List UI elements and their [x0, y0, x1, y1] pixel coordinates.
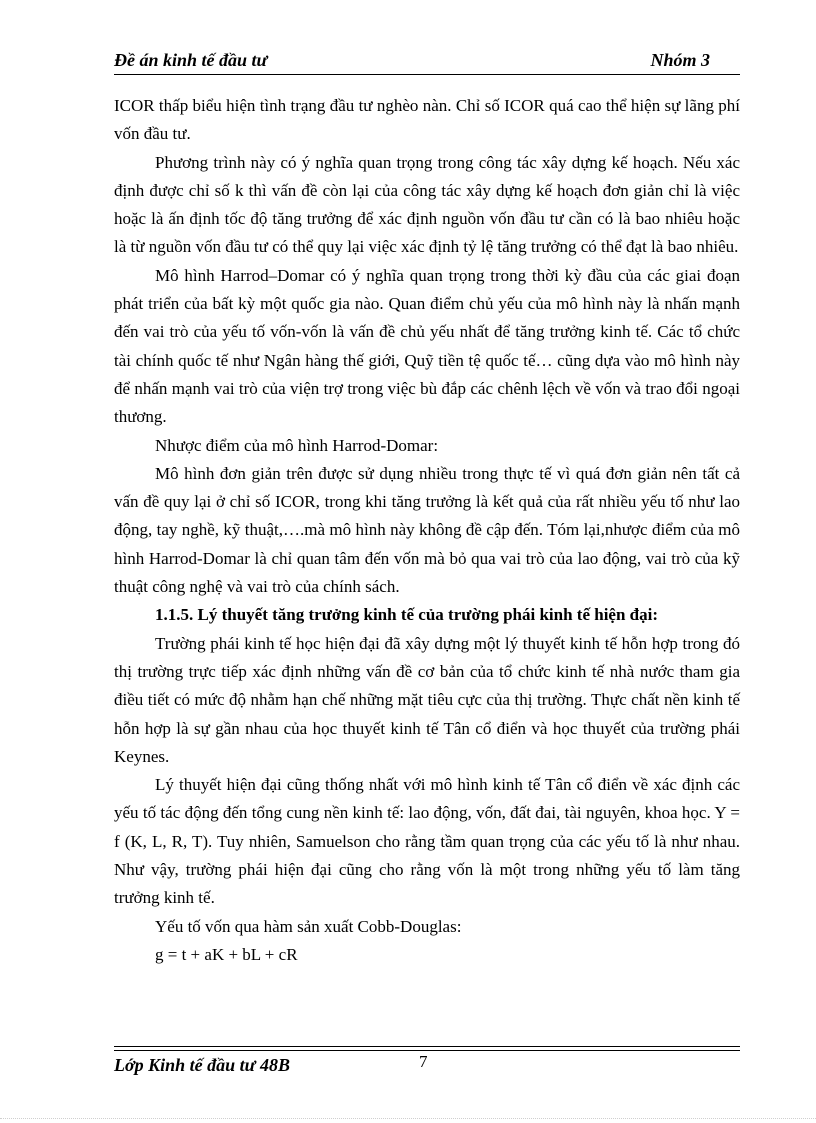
page-number: 7 [419, 1052, 428, 1071]
page-header [114, 48, 740, 72]
paragraph-cobb-douglas: Yếu tố vốn qua hàm sản xuất Cobb-Douglas: [155, 916, 462, 936]
section-heading: 1.1.5. Lý thuyết tăng trưởng kinh tế của trường phái kinh tế hiện đại: [155, 605, 659, 625]
paragraph-weakness-title: Nhược điểm của mô hình Harrod-Domar: [155, 435, 439, 455]
header-title: Đề án kinh tế đầu tư [114, 50, 268, 70]
footer-rule-second [114, 1050, 740, 1051]
header-group: Nhóm 3 [650, 50, 710, 70]
paragraph-icor: ICOR thấp biểu hiện tình trạng đầu tư nghèo nàn. Chỉ số ICOR quá cao thể hiện sự lãng phí vốn đầu tư. [114, 96, 740, 144]
formula: g = t + aK + bL + cR [155, 944, 298, 964]
document-body [114, 92, 740, 969]
page-bottom-divider [0, 1118, 816, 1119]
paragraph-modern-theory: Lý thuyết hiện đại cũng thống nhất với mô hình kinh tế Tân cổ điển về xác định các yếu tố tác động đến tổng cung nền kinh tế: lao động, vốn, đất đai, tài nguyên, khoa học. Y = f (K, L, R, T). Tuy nhiên, Samuelson cho rằng tầm quan trọng của các yếu tố là như nhau. Như vậy, trường phái hiện đại cũng cho rằng vốn là một trong những yếu tố làm tăng trưởng kinh tế. [114, 775, 740, 908]
paragraph-weakness: Mô hình đơn giản trên được sử dụng nhiều trong thực tế vì quá đơn giản nên tất cả vấn đề quy lại ở chỉ số ICOR, trong khi tăng trưởng là kết quả của rất nhiều yếu tố như lao động, tay nghề, kỹ thuật,….mà mô hình này không đề cập đến. Tóm lại,nhược điểm của mô hình Harrod-Domar là chỉ quan tâm đến vốn mà bỏ qua vai trò của lao động, vai trò của kỹ thuật công nghệ và vai trò của chính sách. [114, 463, 740, 597]
footer-class: Lớp Kinh tế đầu tư 48B [114, 1055, 290, 1075]
paragraph-equation-meaning: Phương trình này có ý nghĩa quan trọng trong công tác xây dựng kế hoạch. Nếu xác định được chỉ số k thì vấn đề còn lại của công tác xây dựng kế hoạch đơn giản chỉ là việc hoặc là ấn định tốc độ tăng trưởng để xác định nguồn vốn đầu tư cần có là bao nhiêu hoặc là từ nguồn vốn đầu tư có thể quy lại việc xác định tỷ lệ tăng trưởng có thể đạt là bao nhiêu. [114, 152, 740, 257]
page-footer [114, 1046, 740, 1086]
paragraph-harrod-domar: Mô hình Harrod–Domar có ý nghĩa quan trọng trong thời kỳ đầu của các giai đoạn phát triển của bất kỳ một quốc gia nào. Quan điểm chủ yếu của mô hình này là nhấn mạnh đến vai trò của yếu tố vốn-vốn là vấn đề chủ yếu nhất để tăng trưởng kinh tế. Các tổ chức tài chính quốc tế như Ngân hàng thế giới, Quỹ tiền tệ quốc tế… cũng dựa vào mô hình này để nhấn mạnh vai trò của viện trợ trong việc bù đắp các chênh lệch về vốn và trao đổi ngoại thương. [114, 265, 740, 427]
paragraph-modern-school: Trường phái kinh tế học hiện đại đã xây dựng một lý thuyết kinh tế hỗn hợp trong đó thị trường trực tiếp xác định những vấn đề cơ bản của tổ chức kinh tế nhà nước tham gia điều tiết có mức độ nhằm hạn chế những mặt tiêu cực của thị trường. Thực chất nền kinh tế hỗn hợp là sự gần nhau của học thuyết kinh tế Tân cổ điển và học thuyết của trường phái Keynes. [114, 633, 740, 766]
header-rule [114, 74, 740, 75]
footer-rule [114, 1046, 740, 1047]
